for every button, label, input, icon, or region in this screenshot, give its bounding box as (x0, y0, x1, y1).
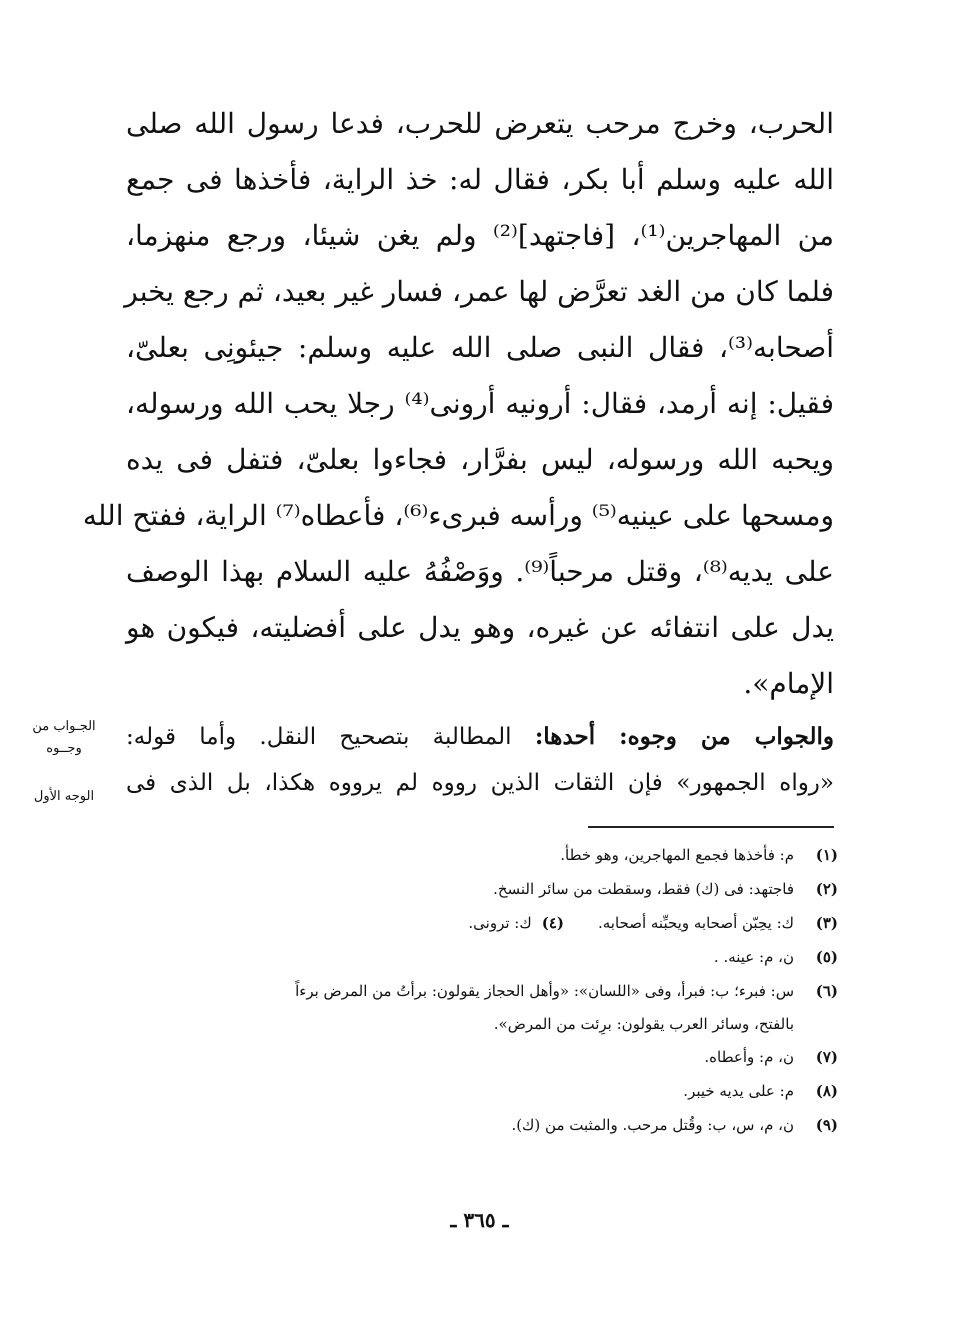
footnote-divider (588, 826, 834, 828)
margin-note: الوجه الأول (33, 789, 95, 804)
footnote-text (126, 906, 794, 940)
footnote-text: م: فأخذها فجمع المهاجرين، وهو خطأ. (560, 846, 794, 864)
main-line: الإمام». (743, 667, 834, 700)
footnote-text: فاجتهد: فى (ك) فقط، وسقطت من سائر النسخ. (493, 880, 794, 898)
footnote-number: (١) (815, 846, 838, 864)
page-number: ـ ٣٦٥ ـ (450, 1208, 509, 1232)
main-line: يدل على انتفائه عن غيره، وهو يدل على أفضليته، فيكون هو (126, 611, 834, 644)
footnote-number: (٣) (815, 914, 838, 932)
footnote-number: (٥) (815, 948, 838, 966)
answer-paragraph (126, 714, 834, 806)
answer-text: المطالبة بتصحيح النقل. وأما قوله: (126, 724, 535, 750)
main-line: من المهاجرين⁽¹⁾، [فاجتهد]⁽²⁾ ولم يغن شيئا، ورجع منهزما، (126, 219, 834, 252)
footnote (126, 940, 838, 974)
footnote (126, 1108, 838, 1142)
footnote-text (126, 974, 794, 1040)
footnote (126, 838, 838, 872)
footnote (126, 906, 838, 940)
margin-note: وجــوه (46, 741, 82, 756)
answer-heading: والجواب من وجوه: أحدها: (534, 723, 834, 750)
footnote-text: ن، م: عينه. . (713, 948, 794, 966)
footnote-number: (٤) (541, 914, 564, 932)
footnote-number: (٩) (815, 1116, 838, 1134)
main-line: ويحبه الله ورسوله، ليس بفرَّار، فجاءوا بعلىّ، فتفل فى يده (126, 443, 834, 476)
main-line: الحرب، وخرج مرحب يتعرض للحرب، فدعا رسول الله صلى (126, 107, 834, 140)
footnote-text-part: ك: ترونى. (468, 914, 532, 932)
footnote-number: (٢) (815, 880, 838, 898)
footnote-number: (٧) (815, 1048, 838, 1066)
main-line: أصحابه⁽³⁾، فقال النبى صلى الله عليه وسلم: جيئونِى بعلىّ، (126, 331, 834, 364)
footnote-number: (٦) (815, 982, 838, 1000)
footnote (126, 974, 838, 1040)
footnote (126, 872, 838, 906)
footnote-text: م: على يديه خيبر. (683, 1082, 794, 1100)
footnote-text: ن، م: وأعطاه. (704, 1048, 794, 1066)
footnote-text-part: ك: يحِبّن أصحابه ويحبِّنه أصحابه. (597, 914, 794, 932)
main-line: فقيل: إنه أرمد، فقال: أرونيه أرونى⁽⁴⁾ رجلا يحب الله ورسوله، (126, 387, 834, 420)
footnote-number: (٨) (815, 1082, 838, 1100)
answer-line (126, 714, 834, 760)
footnote (126, 1074, 838, 1108)
footnote-continuation: بالفتح، وسائر العرب يقولون: برِئت من المرض». (493, 1015, 794, 1033)
main-line: على يديه⁽⁸⁾، وقتل مرحباً⁽⁹⁾. ووَصْفُهُ عليه السلام بهذا الوصف (126, 555, 834, 588)
footnotes (126, 838, 838, 1142)
answer-line: «رواه الجمهور» فإن الثقات الذين رووه لم يرووه هكذا، بل الذى فى (126, 770, 834, 796)
footnote (126, 1040, 838, 1074)
main-line: الله عليه وسلم أبا بكر، فقال له: خذ الراية، فأخذها فى جمع (126, 163, 834, 196)
footnote-text-part: س: فبرء؛ ب: فبرأ، وفى «اللسان»: «وأهل الحجاز يقولون: برأتُ من المرض برءاً (295, 982, 794, 1000)
main-text-block (82, 96, 834, 712)
footnote-text: ن، م، س، ب: وقُتل مرحب. والمثبت من (ك). (511, 1116, 794, 1134)
main-line: فلما كان من الغد تعرَّض لها عمر، فسار غير بعيد، ثم رجع يخبر (124, 275, 834, 308)
main-line: ومسحها على عينيه⁽⁵⁾ ورأسه فبرىء⁽⁶⁾، فأعطاه⁽⁷⁾ الراية، ففتح الله (82, 499, 834, 532)
margin-note: الجـواب من (32, 719, 96, 734)
margin-notes (8, 716, 120, 808)
